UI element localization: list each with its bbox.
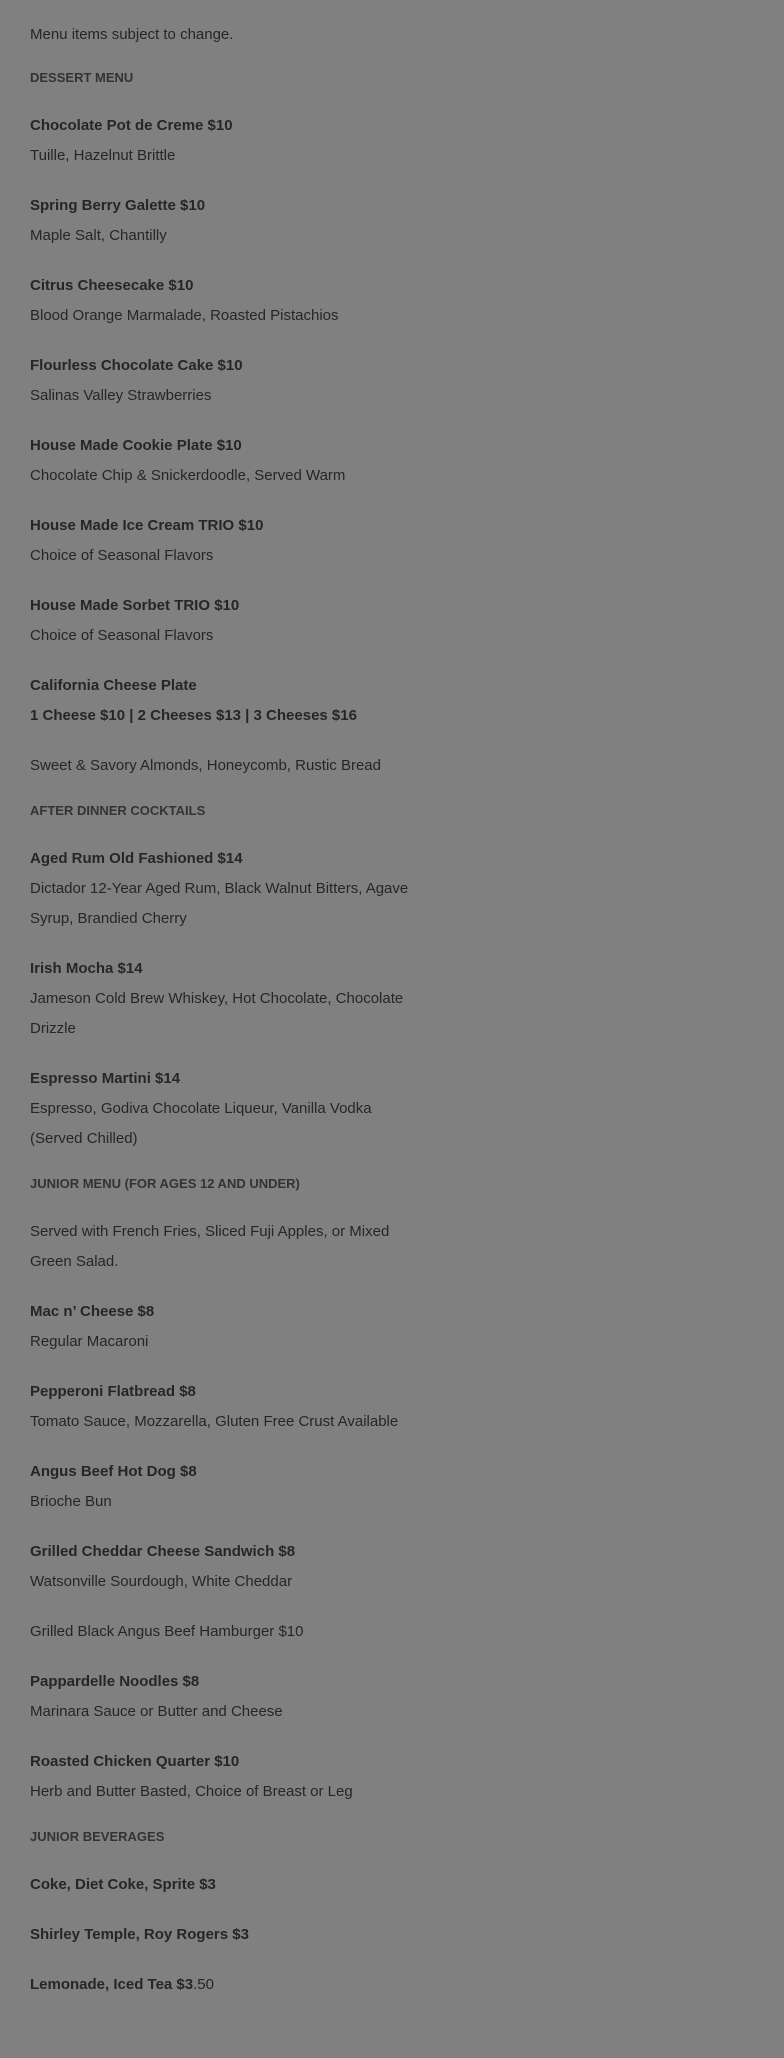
menu-item-name: Pepperoni Flatbread $8 (30, 1383, 196, 1400)
menu-item-description: Dictador 12-Year Aged Rum, Black Walnut Bitters, Agave (30, 880, 409, 897)
menu-item (30, 1457, 784, 1517)
menu-item-name: Espresso Martini $14 (30, 1070, 181, 1087)
menu-item-description: Salinas Valley Strawberries (30, 387, 212, 404)
section-heading-dessert: DESSERT MENU (30, 70, 134, 85)
menu-item (30, 1747, 784, 1807)
menu-item-name: Roasted Chicken Quarter $10 (30, 1753, 240, 1770)
beverage-name: Coke, Diet Coke, Sprite $3 (30, 1876, 216, 1893)
menu-item-name: California Cheese Plate (30, 677, 197, 694)
menu-item-description: Herb and Butter Basted, Choice of Breast or Leg (30, 1783, 353, 1800)
menu-item-description: Watsonville Sourdough, White Cheddar (30, 1573, 293, 1590)
junior-intro (30, 1217, 784, 1277)
menu-item-description: Tuille, Hazelnut Brittle (30, 147, 176, 164)
beverage-name: Lemonade, Iced Tea $3 (30, 1976, 194, 1993)
menu-item-cheese-plate (30, 671, 784, 781)
menu-item-description: Choice of Seasonal Flavors (30, 627, 214, 644)
menu-item (30, 191, 784, 251)
menu-item-description-cont: Syrup, Brandied Cherry (30, 910, 187, 927)
menu-item-name: Grilled Cheddar Cheese Sandwich $8 (30, 1543, 296, 1560)
menu-item-description: Tomato Sauce, Mozzarella, Gluten Free Crust Available (30, 1413, 399, 1430)
menu-item (30, 1297, 784, 1357)
beverage-line (30, 1970, 784, 2000)
section-heading-beverages: JUNIOR BEVERAGES (30, 1829, 165, 1844)
menu-item-description: Sweet & Savory Almonds, Honeycomb, Rustic Bread (30, 757, 381, 774)
menu-item-burger (30, 1617, 784, 1647)
menu-item (30, 1064, 784, 1154)
section-heading-cocktails: AFTER DINNER COCKTAILS (30, 803, 206, 818)
menu-item-name: Citrus Cheesecake $10 (30, 277, 194, 294)
menu-item-description: Chocolate Chip & Snickerdoodle, Served Warm (30, 467, 346, 484)
menu-item-name: Angus Beef Hot Dog $8 (30, 1463, 197, 1480)
menu-item-name: House Made Ice Cream TRIO $10 (30, 517, 264, 534)
menu-item-description-cont: (Served Chilled) (30, 1130, 138, 1147)
menu-item-name: Chocolate Pot de Creme $10 (30, 117, 233, 134)
menu-item-name: House Made Cookie Plate $10 (30, 437, 242, 454)
menu-item (30, 1667, 784, 1727)
menu-item (30, 1537, 784, 1597)
cheese-plate-prices: 1 Cheese $10 | 2 Cheeses $13 | 3 Cheeses $16 (30, 707, 357, 724)
beverage-name: Shirley Temple, Roy Rogers $3 (30, 1926, 249, 1943)
menu-item-description: Brioche Bun (30, 1493, 112, 1510)
junior-intro-text-cont: Green Salad. (30, 1253, 119, 1270)
menu-item-name: House Made Sorbet TRIO $10 (30, 597, 240, 614)
menu-item-name: Irish Mocha $14 (30, 960, 143, 977)
menu-item (30, 351, 784, 411)
menu-item-name: Aged Rum Old Fashioned $14 (30, 850, 243, 867)
junior-intro-text: Served with French Fries, Sliced Fuji Apples, or Mixed (30, 1223, 390, 1240)
menu-notice: Menu items subject to change. (30, 26, 234, 43)
menu-item-name: Flourless Chocolate Cake $10 (30, 357, 243, 374)
menu-item (30, 511, 784, 571)
menu-item (30, 1377, 784, 1437)
menu-item-description: Blood Orange Marmalade, Roasted Pistachios (30, 307, 339, 324)
menu-item-description: Regular Macaroni (30, 1333, 149, 1350)
burger-line: Grilled Black Angus Beef Hamburger $10 (30, 1623, 304, 1640)
beverage-item (30, 1870, 784, 1900)
beverage-price-suffix: .50 (193, 1976, 214, 1993)
menu-item-description: Marinara Sauce or Butter and Cheese (30, 1703, 283, 1720)
section-heading-junior: JUNIOR MENU (FOR AGES 12 AND UNDER) (30, 1176, 300, 1191)
menu-item-description: Espresso, Godiva Chocolate Liqueur, Vanilla Vodka (30, 1100, 372, 1117)
menu-item-name: Spring Berry Galette $10 (30, 197, 206, 214)
menu-item-description: Maple Salt, Chantilly (30, 227, 167, 244)
menu-item (30, 591, 784, 651)
beverage-item (30, 1970, 784, 2000)
menu-item (30, 111, 784, 171)
menu-item (30, 844, 784, 934)
menu-item-name: Pappardelle Noodles $8 (30, 1673, 200, 1690)
menu-item-description-cont: Drizzle (30, 1020, 76, 1037)
menu-item-description: Choice of Seasonal Flavors (30, 547, 214, 564)
menu-item (30, 954, 784, 1044)
beverage-item (30, 1920, 784, 1950)
menu-item (30, 271, 784, 331)
menu-item-description: Jameson Cold Brew Whiskey, Hot Chocolate, Chocolate (30, 990, 404, 1007)
menu-item (30, 431, 784, 491)
menu-item-name: Mac n’ Cheese $8 (30, 1303, 155, 1320)
